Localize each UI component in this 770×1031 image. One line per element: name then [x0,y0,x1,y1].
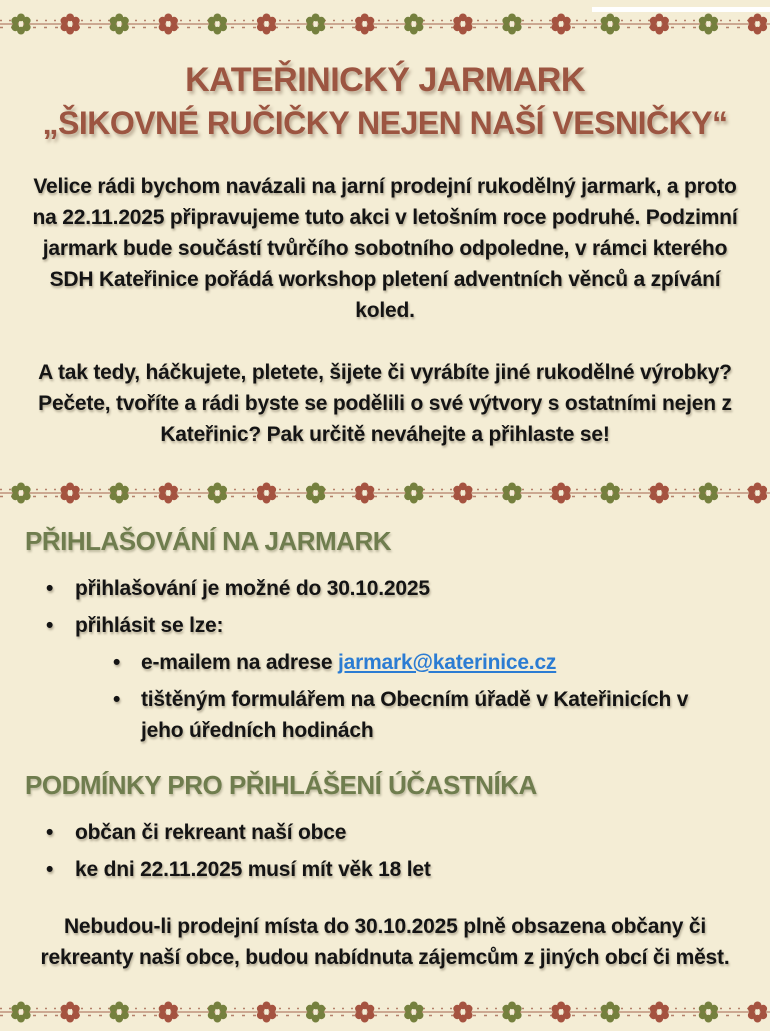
conditions-section-heading: PODMÍNKY PRO PŘIHLÁŠENÍ ÚČASTNÍKA [25,770,537,800]
page-edge-artifact [592,7,770,12]
email-option-text: e-mailem na adrese [141,651,338,674]
intro-paragraph-1: Velice rádi bychom navázali na jarní prodejní rukodělný jarmark, a proto na 22.11.2025 připravujeme tuto akci v letošním roce podruhé. Podzimní jarmark bude součástí tvůrčího sobotního odpoledne, v rámci kterého SDH Kateřinice pořádá workshop pletení adventních věnců a zpívání koled. [32,175,738,322]
page-title-line2: „ŠIKOVNÉ RUČIČKY NEJEN NAŠÍ VESNIČKY“ [42,105,728,141]
list-item-label: přihlásit se lze: [75,614,224,637]
flyer-page [0,7,770,1031]
floral-divider-icon [0,7,770,41]
closing-paragraph: Nebudou-li prodejní místa do 30.10.2025 plně obsazena občany či rekreanty naší obce, budou nabídnuta zájemcům z jiných obcí či měst. [40,915,730,969]
conditions-bullet-list [0,817,770,885]
list-item: • občan či rekreant naší obce [0,817,770,848]
list-item [75,647,695,678]
signup-bullet-list [0,573,770,746]
signup-sub-list [75,647,770,746]
list-item: • ke dni 22.11.2025 musí mít věk 18 let [0,854,770,885]
intro-paragraph-2: A tak tedy, háčkujete, pletete, šijete či vyrábíte jiné rukodělné výrobky? Pečete, tvoříte a rádi byste se podělili o své výtvory s ostatními nejen z Kateřinic? Pak určitě neváhejte a přihlaste se! [38,361,732,446]
list-item: • tištěným formulářem na Obecním úřadě v Kateřinicích v jeho úředních hodinách [75,684,695,746]
list-item: • přihlašování je možné do 30.10.2025 [0,573,770,604]
list-item [0,610,770,746]
page-title [0,59,770,145]
email-link[interactable]: jarmark@katerinice.cz [337,651,557,674]
signup-section-heading: PŘIHLAŠOVÁNÍ NA JARMARK [25,526,391,556]
floral-divider-icon [0,476,770,510]
page-title-line1: KATEŘINICKÝ JARMARK [185,61,585,99]
